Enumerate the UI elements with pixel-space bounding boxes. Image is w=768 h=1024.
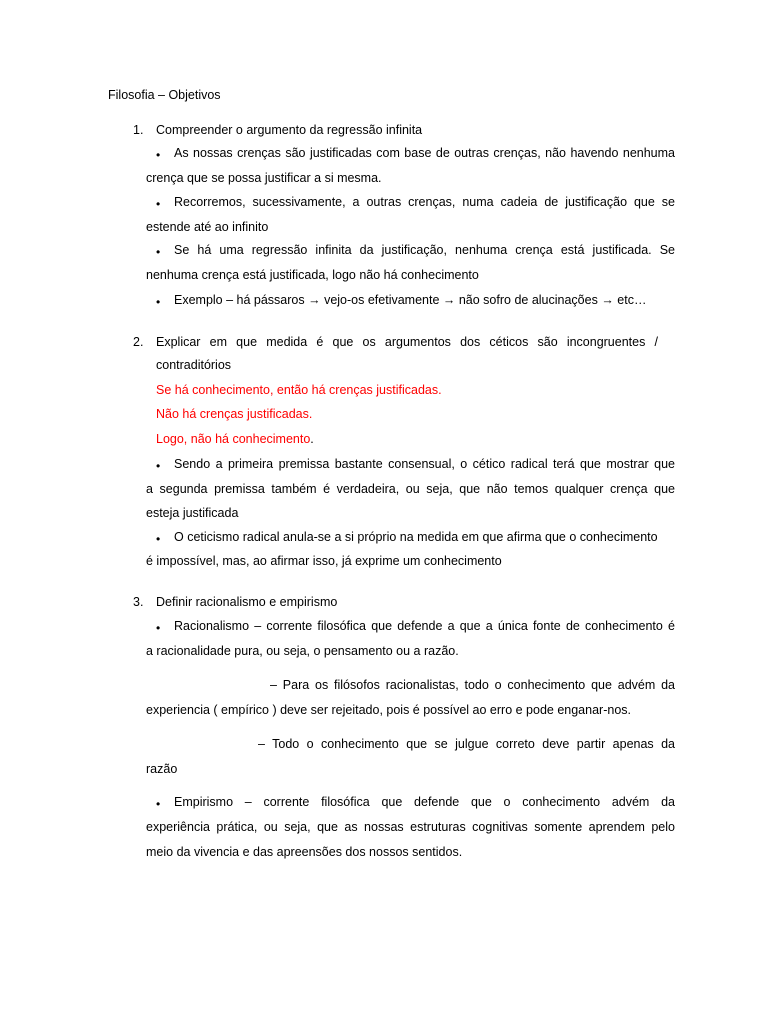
- bullet-icon: •: [156, 148, 161, 162]
- s3-b1-line1: Racionalismo – corrente filosófica que defende a que a única fonte de conhecimento é: [174, 619, 675, 633]
- s3-b4-line3: meio da vivencia e das apreensões dos nossos sentidos.: [146, 845, 463, 859]
- bullet-icon: •: [156, 532, 161, 546]
- section-1-number: 1.: [133, 123, 144, 137]
- section-3-number: 3.: [133, 595, 144, 609]
- s3-sub1-line2: experiencia ( empírico ) deve ser rejeitado, pois é possível ao erro e pode enganar-nos.: [146, 703, 631, 717]
- s3-b4-line2: experiência prática, ou seja, que as nossas estruturas cognitivas somente aprendem pelo: [146, 820, 675, 834]
- s1-b2-line1: Recorremos, sucessivamente, a outras crenças, numa cadeia de justificação que se: [174, 195, 675, 209]
- s2-b1-line1: Sendo a primeira premissa bastante consensual, o cético radical terá que mostrar que: [174, 457, 675, 471]
- s1-b2-line2: estende até ao infinito: [146, 220, 269, 234]
- s2-b1-line3: esteja justificada: [146, 506, 239, 520]
- s1-b3-line2: nenhuma crença está justificada, logo não há conhecimento: [146, 268, 479, 282]
- premise-2: Não há crenças justificadas.: [156, 407, 313, 421]
- s2-b1-line2: a segunda premissa também é verdadeira, ou seja, que não temos qualquer crença que: [146, 482, 675, 496]
- bullet-icon: •: [156, 797, 161, 811]
- section-3-heading: Definir racionalismo e empirismo: [156, 595, 338, 609]
- bullet-icon: •: [156, 197, 161, 211]
- conclusion: [156, 431, 314, 447]
- section-2-number: 2.: [133, 335, 144, 349]
- section-1-heading: Compreender o argumento da regressão infinita: [156, 123, 423, 137]
- section-2-heading-line2: contraditórios: [156, 358, 232, 372]
- premise-1: Se há conhecimento, então há crenças justificadas.: [156, 383, 442, 397]
- s3-b1-line2: a racionalidade pura, ou seja, o pensamento ou a razão.: [146, 644, 459, 658]
- s3-sub2-line2: razão: [146, 762, 178, 776]
- s2-b2-line1: O ceticismo radical anula-se a si próprio na medida em que afirma que o conhecimento: [174, 530, 658, 544]
- bullet-icon: •: [156, 295, 161, 309]
- section-2-heading-line1: Explicar em que medida é que os argumentos dos céticos são incongruentes /: [156, 335, 658, 349]
- page-title: Filosofia – Objetivos: [108, 88, 221, 102]
- s3-sub2-line1: – Todo o conhecimento que se julgue correto deve partir apenas da: [258, 737, 675, 751]
- s3-b4-line1: Empirismo – corrente filosófica que defende que o conhecimento advém da: [174, 795, 675, 809]
- bullet-icon: •: [156, 621, 161, 635]
- s1-b1-line1: As nossas crenças são justificadas com base de outras crenças, não havendo nenhuma: [174, 146, 675, 160]
- s1-b3-line1: Se há uma regressão infinita da justificação, nenhuma crença está justificada. Se: [174, 243, 675, 257]
- conclusion-period: .: [310, 432, 314, 446]
- bullet-icon: •: [156, 459, 161, 473]
- bullet-icon: •: [156, 245, 161, 259]
- conclusion-text: Logo, não há conhecimento: [156, 432, 311, 446]
- s1-b4-line1: Exemplo – há pássaros → vejo-os efetivamente → não sofro de alucinações → etc…: [174, 293, 647, 307]
- s2-b2-line2: é impossível, mas, ao afirmar isso, já exprime um conhecimento: [146, 554, 502, 568]
- s1-b1-line2: crença que se possa justificar a si mesma.: [146, 171, 382, 185]
- s3-sub1-line1: – Para os filósofos racionalistas, todo o conhecimento que advém da: [270, 678, 675, 692]
